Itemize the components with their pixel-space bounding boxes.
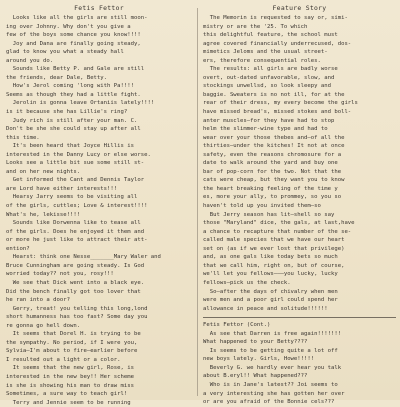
text-line: But Jerry season has lit—shell so say: [203, 211, 335, 218]
text-line: haven't told up you invited them—so: [203, 203, 321, 210]
text-line: thirties—under the kitches! It not at once: [203, 143, 345, 150]
text-line: are Lord have either interests!!!: [6, 185, 118, 192]
column-title-fetis-fettor: Fetis Fettor: [74, 4, 124, 12]
text-line: this time.: [6, 134, 40, 141]
column-title-feature-story: Feature Story: [272, 4, 327, 12]
text-line: What's he, lekisse!!!!: [6, 211, 81, 218]
text-line: It seems that Dorel H. is trying to be: [6, 331, 141, 338]
text-line: wear over your those thebes and—of all the: [203, 134, 345, 141]
text-line: worried today?? not you, rosy!!!: [6, 271, 114, 278]
text-line: Who is in Jane's latest?? Joi seems to: [203, 381, 338, 388]
text-line: the sympathy. No period, if I were you,: [6, 339, 138, 346]
text-line: new boys lately. Girls, Howe!!!!!: [203, 356, 315, 363]
text-line: I resulted out a light or a color.: [6, 356, 121, 363]
text-line: ers, therefore consequential roles.: [203, 57, 321, 64]
text-line: mimetics Jeloms and the usual street-: [203, 49, 328, 56]
text-line: Did the bench finally got too lover that: [6, 288, 141, 295]
text-line: Looks like all the girls are still moon-: [6, 15, 148, 21]
text-line: overt, out-dated unfavorable, slow, and: [203, 74, 335, 81]
text-line: rear of their dress, my every become the girls: [203, 100, 358, 107]
text-line: were men and a poor girl could spend her: [203, 297, 338, 304]
text-line: bar of pop-corn for the two. Not that the: [203, 168, 342, 175]
text-line: Get informed the Cant and Dennis Taylor: [6, 177, 145, 184]
column-divider: [197, 8, 198, 396]
text-line: Gerry, treat! you telling this long,lond: [6, 305, 148, 312]
text-line: The Memorin is requested to say or, simi-: [203, 15, 348, 21]
text-line: of the girls. Does he enjoyed it them and: [6, 228, 145, 235]
left-column-body: [6, 14, 192, 407]
text-line: We see that Dick went into a black eye.: [6, 279, 145, 286]
text-line: Seems as though they had a little fight.: [6, 91, 141, 98]
text-line: Sometimes, a sure way to teach girl!: [6, 391, 128, 398]
section-rule: [203, 317, 396, 318]
text-line: Is seems to be getting quite a lot off: [203, 347, 338, 354]
text-line: Looks see a little bit sue some still st-: [6, 160, 145, 167]
text-line: the heart breaking feeling of the time y: [203, 185, 338, 192]
text-line: those "Maryland" dice, the gals, at last,have: [203, 220, 355, 227]
text-line: allowance in peace and solitude!!!!!!: [203, 305, 328, 312]
text-line: It seems that the new girl, Rose, is: [6, 365, 134, 372]
right-column: [203, 4, 396, 406]
text-line: Joy and Dana are finally going steady,: [6, 40, 141, 47]
text-line: Don't be she she could stay up after all: [6, 126, 141, 133]
text-line: Sounds like Dorwenna like to tease all: [6, 220, 141, 227]
text-line: or are you afraid of the Bonnie cels???: [203, 399, 335, 406]
text-line: Beverly G. we hardly ever hear you talk: [203, 364, 342, 371]
column-title-fetis-fettor-cont: Fetis Fettor (Cont.): [203, 322, 271, 329]
text-line: stockings unwellsd, so look sleepy and: [203, 83, 331, 90]
text-line: es, more your ally, to prommey, so you so: [203, 194, 342, 201]
text-line: is she is showing his man to draw miss: [6, 382, 134, 389]
text-line: Sounds like Betty P. and Gale are still: [6, 66, 145, 73]
text-line: few of the boys some chance you know!!!!: [6, 32, 141, 39]
text-line: interested in the Danny Lucy or else worse.: [6, 151, 151, 158]
text-line: ention?: [6, 245, 30, 252]
text-line: this delightful feature, the school must: [203, 32, 338, 39]
text-line: or more he just like to attract their att-: [6, 237, 148, 244]
text-line: safety, even the reasons chromosure for a: [203, 151, 342, 158]
text-line: Jerolin is gonna leave Ortaniis lately!!!!: [6, 100, 155, 107]
text-line: we'll let you fellows———you lucky, lucky: [203, 271, 338, 278]
right-column-continued-body: [203, 330, 396, 407]
text-line: fellows—pick us the check.: [203, 279, 291, 286]
text-line: Judy rich is still after your man. C.: [6, 117, 138, 124]
text-line: that we call him, right on, but of course,: [203, 262, 345, 269]
text-line: of the girls, cuttles; Love & interest!!!!: [6, 203, 148, 210]
text-line: set on (as if we ever lost that privilege): [203, 245, 345, 252]
text-line: The results: all girls are badly worse: [203, 66, 338, 73]
text-line: and on her new nights.: [6, 168, 81, 175]
text-line: is it because she has Lillie's ring?: [6, 109, 128, 116]
text-line: anter muscles—for they have had to stop: [203, 117, 335, 124]
text-line: called male species that we have our heart: [203, 237, 345, 244]
text-line: glad to know you what a steady hall: [6, 49, 124, 56]
text-line: and, as one gals like today bets so much: [203, 254, 338, 261]
text-line: ing over Johnny. Why don't you give a: [6, 23, 131, 30]
text-line: helm the slimmer-wine type and had to: [203, 126, 328, 133]
text-line: agree covered financially underrecused, dos-: [203, 40, 352, 47]
text-line: Hearsy Jarry seems to be visiting all: [6, 194, 138, 201]
text-line: short humanness has too fast? Some day you: [6, 314, 148, 321]
text-line: re gonna go hell down.: [6, 322, 81, 329]
text-line: Bruce Cunningham are going steady. Is God: [6, 262, 145, 269]
text-line: As see that Darren is free again!!!!!!!: [203, 330, 342, 337]
text-line: he ran into a door?: [6, 297, 70, 304]
text-line: So—after the days of chivalry when men: [203, 288, 338, 295]
text-line: a very interesting she has gotten her over: [203, 390, 345, 397]
text-line: How's Jerol coming 'long with Pa!!!!: [6, 83, 134, 90]
text-line: date to walk around the yard and buy one: [203, 160, 338, 167]
text-line: about B.eryl!! What happened???: [203, 373, 308, 380]
text-line: What happened to your Betty????: [203, 339, 308, 346]
right-column-body: [203, 14, 396, 313]
text-line: Sylvia—I'm about to fire—earlier before: [6, 348, 138, 355]
text-line: Terry and Jennie seem to be running: [6, 399, 131, 406]
text-line: It's been heard that Joyce Hillis is: [6, 143, 134, 150]
left-column: [6, 4, 192, 406]
text-line: the friends, dear Dale, Betty.: [6, 74, 108, 81]
text-line: a chance to recapture that number of the se-: [203, 228, 352, 235]
text-line: have missed bread's, missed stokes and boll-: [203, 109, 352, 116]
text-line: baggie. Sweaters is no not ill, for at the: [203, 91, 345, 98]
text-line: cats were cheap, but they want you to know: [203, 177, 345, 184]
text-line: mistry or are the '25. To which: [203, 23, 308, 30]
text-line: interested in the new bey!! Her scheme: [6, 373, 134, 380]
text-line: around you do.: [6, 57, 54, 64]
text-line: Hearst: think one Nesse_______Mary Waler and: [6, 254, 161, 261]
